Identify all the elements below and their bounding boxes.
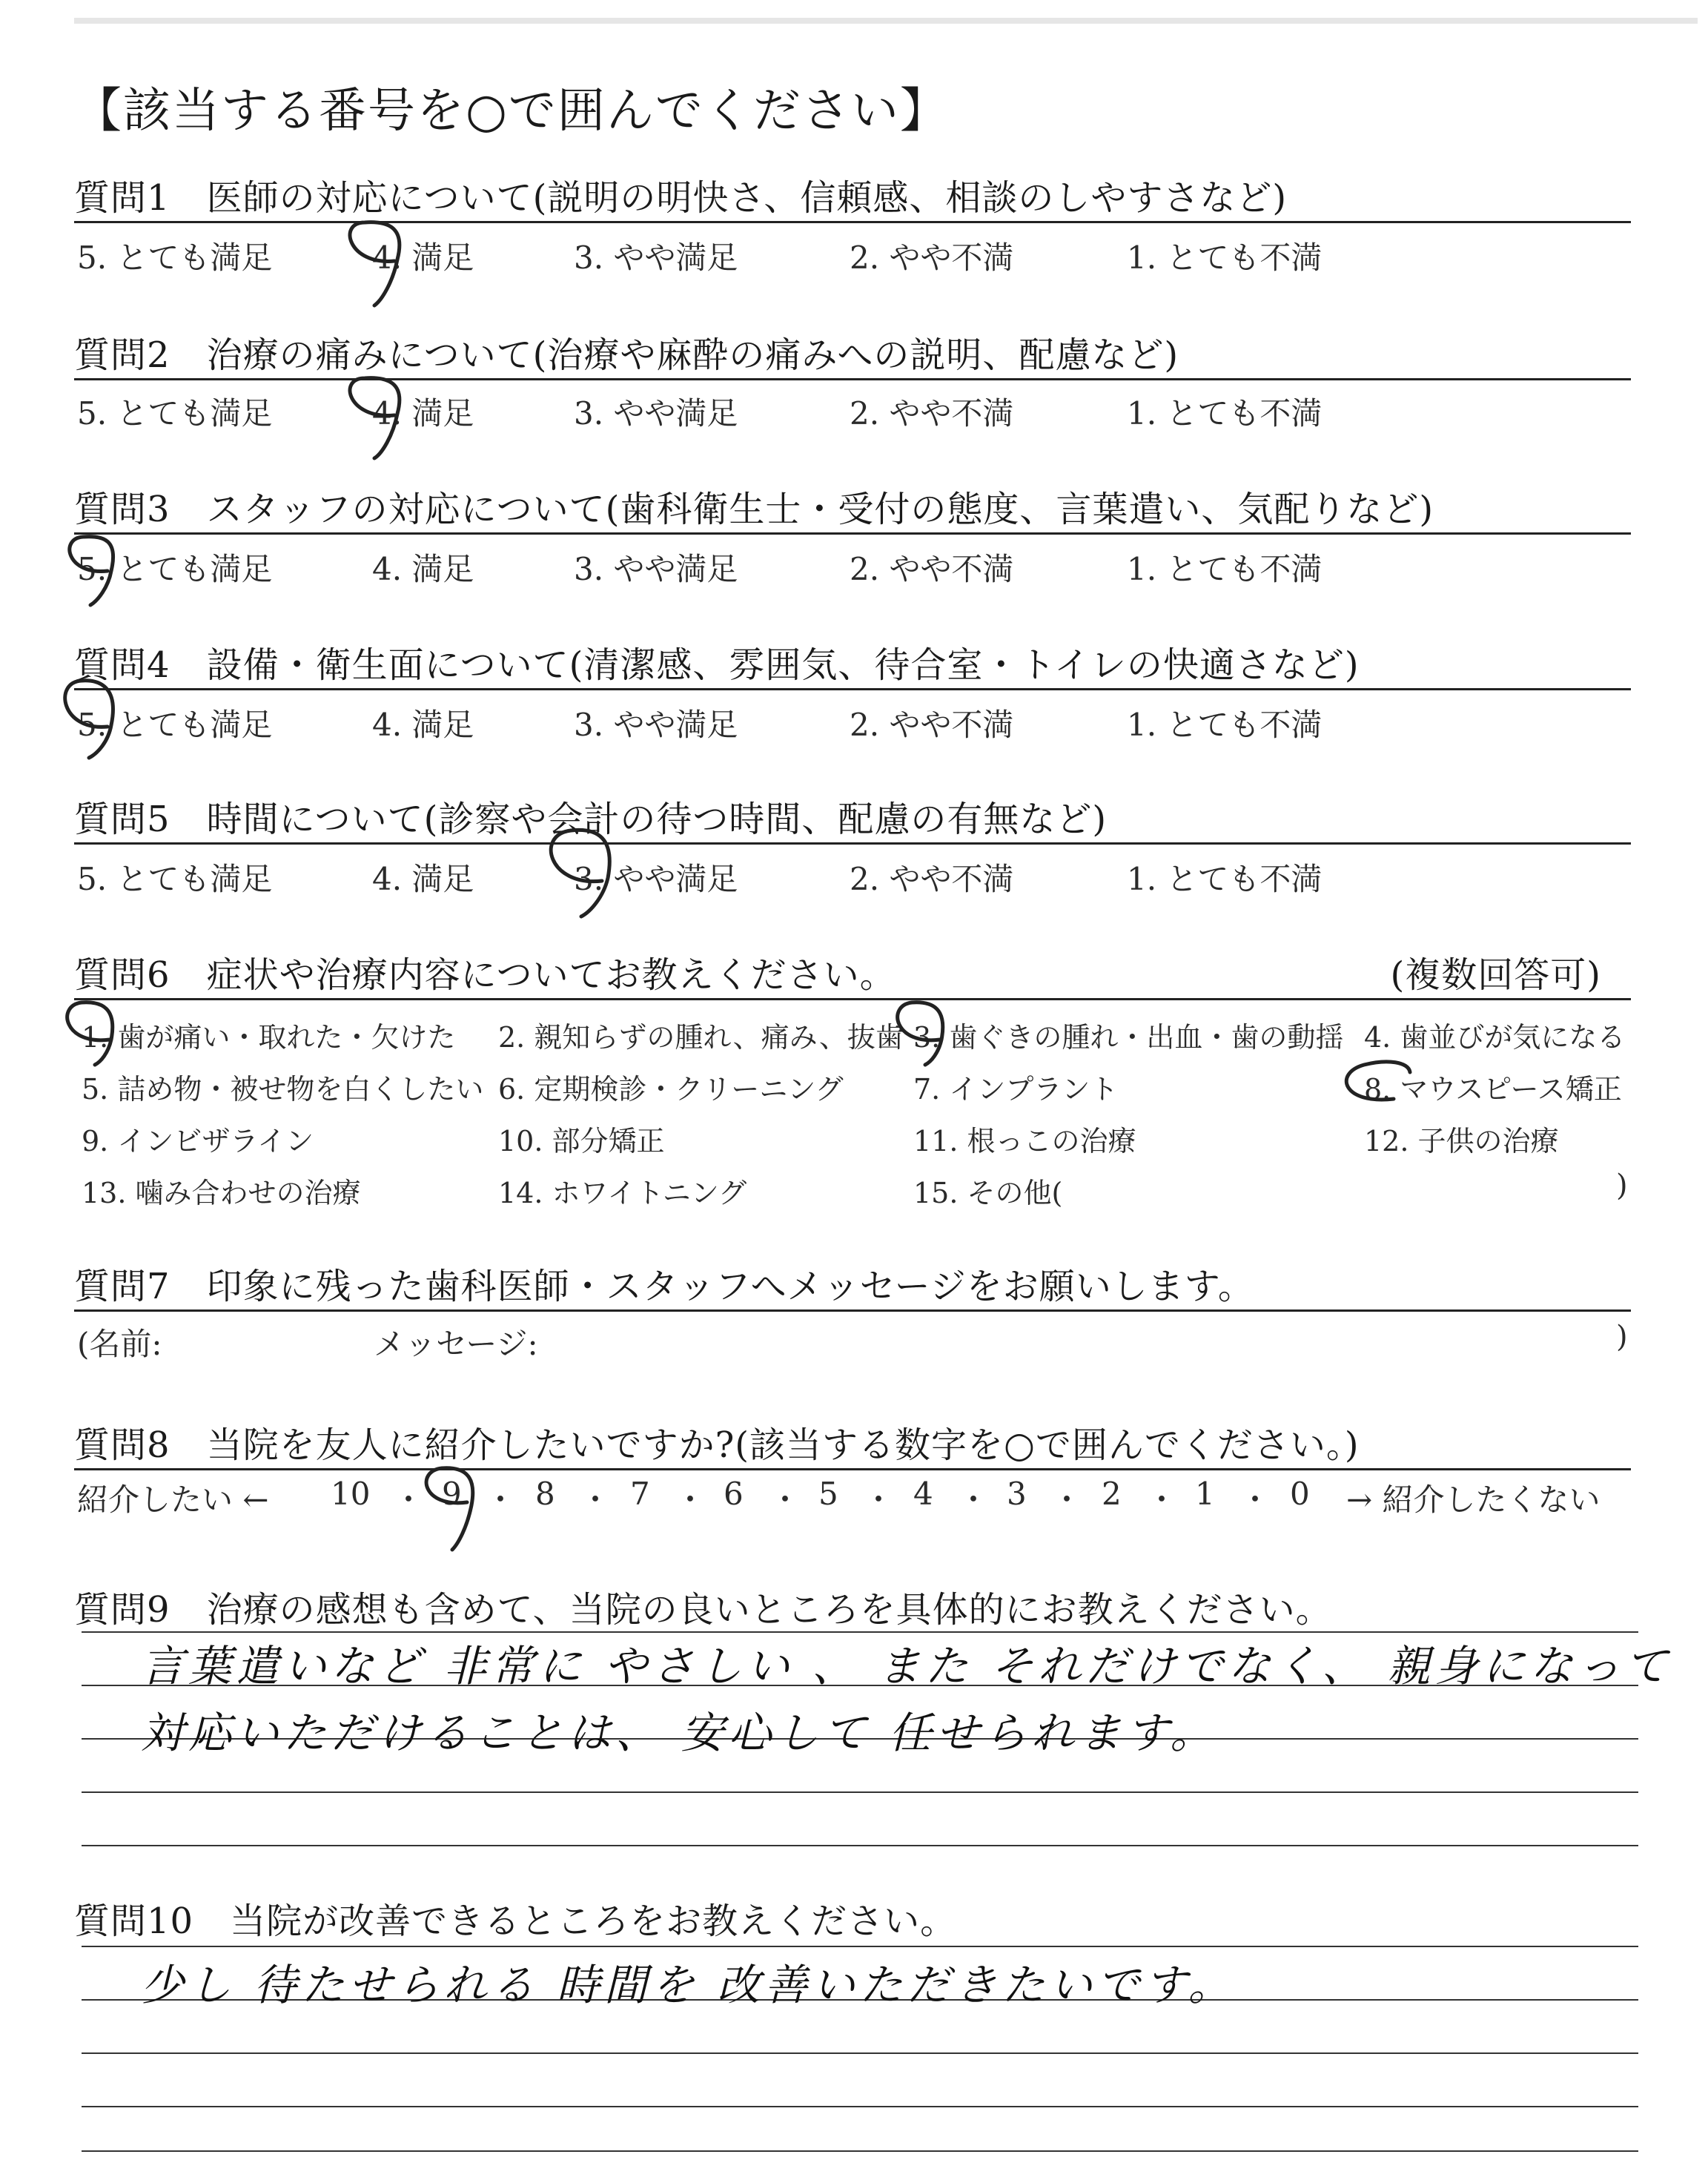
scale-7[interactable]: 7 xyxy=(630,1476,650,1512)
q6-item-14[interactable]: 14. ホワイトニング xyxy=(498,1177,747,1209)
question-3 xyxy=(74,480,1631,532)
answer-line xyxy=(82,1791,1638,1793)
q5-option-1[interactable]: 1. とても不満 xyxy=(1127,861,1323,897)
q6-item-9[interactable]: 9. インビザライン xyxy=(82,1125,314,1157)
answer-line xyxy=(82,2052,1638,2054)
q1-option-1[interactable]: 1. とても不満 xyxy=(1127,240,1323,276)
q3-option-3[interactable]: 3. やや満足 xyxy=(574,551,738,587)
scale-dot: ・ xyxy=(863,1482,895,1518)
q6-item-3[interactable]: 3. 歯ぐきの腫れ・出血・歯の動揺 xyxy=(913,1021,1344,1054)
q5-option-4[interactable]: 4. 満足 xyxy=(372,861,474,897)
scale-dot: ・ xyxy=(393,1482,425,1518)
q1-option-4[interactable]: 4. 満足 xyxy=(372,240,474,276)
divider xyxy=(74,1468,1631,1470)
q6-item-6[interactable]: 6. 定期検診・クリーニング xyxy=(498,1073,844,1106)
q1-option-5[interactable]: 5. とても満足 xyxy=(77,240,273,276)
q7-close-paren: ) xyxy=(1616,1320,1628,1354)
question-number: 質問3 xyxy=(74,489,171,530)
scale-dot: ・ xyxy=(769,1482,801,1518)
divider xyxy=(74,842,1631,845)
handwritten-answer-line-1: 少し 待たせられる 時間を 改善いただきたいです。 xyxy=(141,1960,1236,2010)
q6-item-4[interactable]: 4. 歯並びが気になる xyxy=(1364,1021,1626,1054)
scan-top-edge xyxy=(74,18,1698,24)
q6-item-12[interactable]: 12. 子供の治療 xyxy=(1364,1125,1559,1157)
question-text: 時間について(診察や会計の待つ時間、配慮の有無など) xyxy=(206,799,1108,840)
q6-item-13[interactable]: 13. 噛み合わせの治療 xyxy=(82,1177,361,1209)
scale-2[interactable]: 2 xyxy=(1102,1476,1122,1512)
question-number: 質問4 xyxy=(74,644,171,686)
question-1 xyxy=(74,169,1631,220)
answer-line xyxy=(82,2106,1638,2107)
q6-other-close-paren: ) xyxy=(1616,1169,1628,1203)
q2-option-3[interactable]: 3. やや満足 xyxy=(574,395,738,432)
scale-dot: ・ xyxy=(1239,1482,1271,1518)
q6-item-8[interactable]: 8. マウスピース矯正 xyxy=(1364,1073,1622,1106)
scale-dot: ・ xyxy=(1051,1482,1083,1518)
q6-item-5[interactable]: 5. 詰め物・被せ物を白くしたい xyxy=(82,1073,484,1106)
question-9 xyxy=(74,1581,1631,1632)
q6-item-11[interactable]: 11. 根っこの治療 xyxy=(913,1125,1136,1157)
question-10 xyxy=(74,1892,1631,1943)
question-text: 医師の対応について(説明の明快さ、信頼感、相談のしやすさなど) xyxy=(206,177,1288,219)
scale-9[interactable]: 9 xyxy=(442,1476,462,1512)
scale-dot: ・ xyxy=(580,1482,612,1518)
q6-item-15[interactable]: 15. その他( xyxy=(913,1177,1063,1209)
q6-item-10[interactable]: 10. 部分矯正 xyxy=(498,1125,665,1157)
q2-option-4[interactable]: 4. 満足 xyxy=(372,395,474,432)
answer-line xyxy=(82,1845,1638,1846)
question-4 xyxy=(74,636,1631,687)
scale-4[interactable]: 4 xyxy=(913,1476,933,1512)
question-text: 設備・衛生面について(清潔感、雰囲気、待合室・トイレの快適さなど) xyxy=(206,644,1360,686)
question-number: 質問9 xyxy=(74,1589,171,1631)
scale-dot: ・ xyxy=(958,1482,990,1518)
question-5 xyxy=(74,790,1631,842)
question-2 xyxy=(74,326,1631,377)
recommend-right-label: → 紹介したくない xyxy=(1346,1482,1601,1518)
divider xyxy=(74,532,1631,535)
question-7 xyxy=(74,1258,1631,1309)
q5-option-3[interactable]: 3. やや満足 xyxy=(574,861,738,897)
q4-option-4[interactable]: 4. 満足 xyxy=(372,707,474,743)
divider xyxy=(74,221,1631,223)
q4-option-1[interactable]: 1. とても不満 xyxy=(1127,707,1323,743)
question-number: 質問5 xyxy=(74,799,171,840)
q2-option-5[interactable]: 5. とても満足 xyxy=(77,395,273,432)
q5-option-2[interactable]: 2. やや不満 xyxy=(850,861,1014,897)
recommend-left-label: 紹介したい ← xyxy=(77,1482,269,1518)
question-number: 質問1 xyxy=(74,177,171,219)
scale-dot: ・ xyxy=(675,1482,706,1518)
q3-option-1[interactable]: 1. とても不満 xyxy=(1127,551,1323,587)
scale-0[interactable]: 0 xyxy=(1290,1476,1310,1512)
scale-dot: ・ xyxy=(485,1482,517,1518)
scale-5[interactable]: 5 xyxy=(818,1476,838,1512)
q6-item-2[interactable]: 2. 親知らずの腫れ、痛み、抜歯 xyxy=(498,1021,904,1054)
scale-3[interactable]: 3 xyxy=(1007,1476,1027,1512)
scale-6[interactable]: 6 xyxy=(724,1476,744,1512)
question-number: 質問7 xyxy=(74,1266,171,1307)
question-number: 質問6 xyxy=(74,954,171,996)
q5-option-5[interactable]: 5. とても満足 xyxy=(77,861,273,897)
divider xyxy=(74,688,1631,690)
handwritten-answer-line-1: 言葉遣いなど 非常に やさしい 、 また それだけでなく、 親身になって xyxy=(141,1641,1672,1691)
divider xyxy=(74,378,1631,380)
q2-option-1[interactable]: 1. とても不満 xyxy=(1127,395,1323,432)
question-text: スタッフの対応について(歯科衛生士・受付の態度、言葉遣い、気配りなど) xyxy=(206,489,1434,530)
question-6 xyxy=(74,946,1631,997)
q4-option-2[interactable]: 2. やや不満 xyxy=(850,707,1014,743)
multiple-answer-note: (複数回答可) xyxy=(1390,954,1601,996)
question-text: 症状や治療内容についてお教えください。 xyxy=(206,954,896,996)
q2-option-2[interactable]: 2. やや不満 xyxy=(850,395,1014,432)
question-text: 印象に残った歯科医師・スタッフへメッセージをお願いします。 xyxy=(206,1266,1254,1307)
q6-item-7[interactable]: 7. インプラント xyxy=(913,1073,1119,1106)
answer-line xyxy=(82,2150,1638,2152)
q4-option-3[interactable]: 3. やや満足 xyxy=(574,707,738,743)
page-title: 【該当する番号を○で囲んでください】 xyxy=(74,84,949,139)
q3-option-4[interactable]: 4. 満足 xyxy=(372,551,474,587)
divider xyxy=(74,998,1631,1000)
answer-line xyxy=(82,1946,1638,1947)
scale-8[interactable]: 8 xyxy=(535,1476,555,1512)
divider xyxy=(74,1309,1631,1312)
handwritten-answer-line-2: 対応いただけることは、 安心して 任せられます。 xyxy=(141,1708,1218,1758)
question-text: 治療の感想も含めて、当院の良いところを具体的にお教えください。 xyxy=(206,1589,1332,1631)
q4-option-5[interactable]: 5. とても満足 xyxy=(77,707,273,743)
q1-option-3[interactable]: 3. やや満足 xyxy=(574,240,738,276)
question-text: 治療の痛みについて(治療や麻酔の痛みへの説明、配慮など) xyxy=(206,334,1179,376)
q3-option-5[interactable]: 5. とても満足 xyxy=(77,551,273,587)
question-number: 質問2 xyxy=(74,334,171,376)
name-label: (名前: xyxy=(77,1326,162,1362)
question-text: 当院が改善できるところをお教えください。 xyxy=(230,1900,957,1942)
q3-option-2[interactable]: 2. やや不満 xyxy=(850,551,1014,587)
scale-10[interactable]: 10 xyxy=(331,1476,371,1512)
scale-dot: ・ xyxy=(1146,1482,1178,1518)
message-label: メッセージ: xyxy=(374,1326,538,1362)
question-8 xyxy=(74,1416,1631,1467)
q1-option-2[interactable]: 2. やや不満 xyxy=(850,240,1014,276)
q6-item-1[interactable]: 1. 歯が痛い・取れた・欠けた xyxy=(82,1021,456,1054)
question-text: 当院を友人に紹介したいですか?(該当する数字を○で囲んでください。) xyxy=(206,1424,1360,1466)
question-number: 質問8 xyxy=(74,1424,171,1466)
question-number: 質問10 xyxy=(74,1900,194,1942)
scale-1[interactable]: 1 xyxy=(1195,1476,1215,1512)
